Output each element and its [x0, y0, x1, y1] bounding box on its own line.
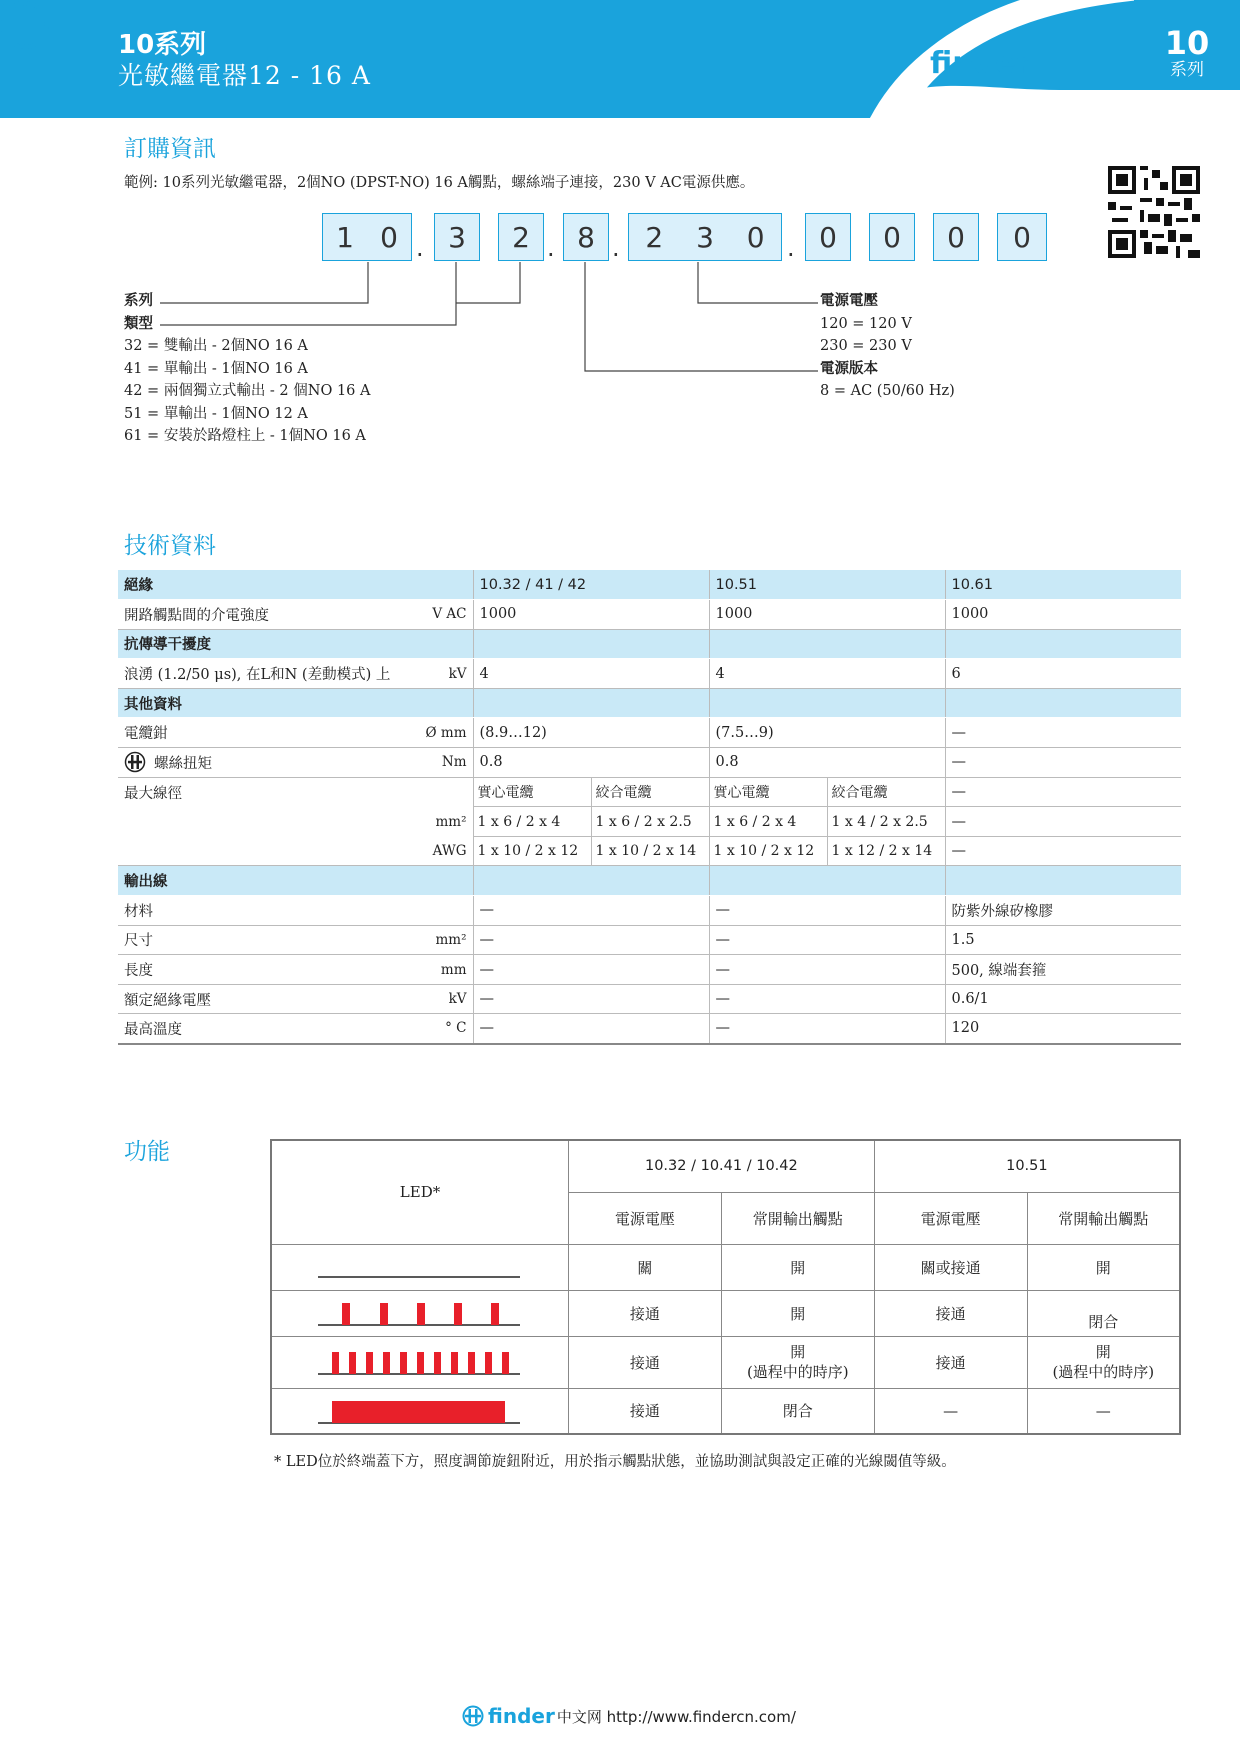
- footer-link[interactable]: 中文网 http://www.findercn.com/: [556, 1707, 796, 1726]
- code-digit: 0: [380, 220, 398, 254]
- table-row: [118, 955, 1181, 985]
- cell: 開: [721, 1244, 874, 1290]
- cell: 6: [945, 659, 1181, 689]
- code-digit: 2: [645, 220, 664, 254]
- code-dot: .: [787, 234, 795, 262]
- cell: 0.8: [473, 748, 709, 778]
- code-digit: 3: [696, 220, 714, 254]
- code-dot: .: [547, 234, 555, 262]
- cell: 防紫外線矽橡膠: [945, 896, 1181, 926]
- led-fast-blink-icon: [272, 1340, 568, 1380]
- cell: 1 x 4 / 2 x 2.5: [827, 807, 945, 837]
- code-digit: 0: [746, 220, 765, 254]
- tech-data-table: [118, 570, 1181, 1045]
- left-legend: [124, 290, 371, 448]
- cell: 0.8: [709, 748, 945, 778]
- cell: —: [874, 1388, 1027, 1434]
- function-table: [270, 1139, 1181, 1435]
- subheader: 絞合電纜: [827, 777, 945, 807]
- row-unit: mm²: [435, 931, 467, 948]
- legend-supply-voltage: 電源電壓: [820, 293, 878, 309]
- order-example: 範例: 10系列光敏繼電器，2個NO (DPST-NO) 16 A觸點，螺絲端子連接，230 V AC電源供應。: [124, 175, 755, 191]
- badge-label: 系列: [1170, 60, 1204, 80]
- function-title: 功能: [124, 1139, 170, 1165]
- table-row: [118, 925, 1181, 955]
- cell: 接通: [874, 1336, 1027, 1388]
- row-unit: mm²: [435, 813, 467, 830]
- group-header: 10.32 / 10.41 / 10.42: [569, 1140, 875, 1192]
- tech-title: 技術資料: [124, 533, 216, 559]
- cell: —: [945, 807, 1181, 837]
- table-row: [118, 600, 1181, 630]
- row-label: 開路觸點間的介電強度: [124, 607, 269, 624]
- code-digit: 3: [448, 220, 466, 254]
- table-row: [118, 748, 1181, 778]
- table-row: [118, 777, 1181, 807]
- code-digit: 0: [947, 220, 965, 254]
- legend-series: 系列: [124, 293, 153, 309]
- cell: 接通: [569, 1290, 722, 1336]
- right-legend: [820, 290, 955, 403]
- cell: —: [709, 984, 945, 1014]
- cell: —: [473, 925, 709, 955]
- row-label: 螺絲扭矩: [154, 755, 212, 772]
- cell: 1000: [709, 600, 945, 630]
- cell: —: [709, 1014, 945, 1044]
- cell: —: [945, 718, 1181, 748]
- row-label: 最高溫度: [124, 1021, 182, 1038]
- led-on-icon: [272, 1389, 568, 1429]
- cell: 1 x 6 / 2 x 4: [709, 807, 827, 837]
- code-digit: 1: [336, 220, 354, 254]
- cell: —: [709, 896, 945, 926]
- cell: —: [473, 955, 709, 985]
- table-row: [118, 896, 1181, 926]
- cell: 1 x 6 / 2 x 2.5: [591, 807, 709, 837]
- code-digit: 0: [1013, 220, 1031, 254]
- cell: —: [709, 955, 945, 985]
- table-row: [118, 570, 1181, 600]
- cell: —: [945, 777, 1181, 807]
- cell: —: [709, 925, 945, 955]
- row-unit: AWG: [432, 842, 467, 859]
- sub-header: 常開輸出觸點: [721, 1192, 874, 1244]
- cell: (8.9…12): [473, 718, 709, 748]
- row-label: 額定絕緣電壓: [124, 992, 211, 1009]
- sub-header: 電源電壓: [874, 1192, 1027, 1244]
- cell: —: [945, 836, 1181, 866]
- table-row: [271, 1290, 1180, 1336]
- table-row: [118, 688, 1181, 718]
- row-label: 尺寸: [124, 933, 153, 950]
- legend-supply-version: 電源版本: [820, 360, 878, 377]
- row-unit: kV: [448, 665, 467, 682]
- footer-brand: finder: [488, 1704, 555, 1728]
- row-unit: mm: [440, 961, 467, 978]
- row-label: 輸出線: [118, 866, 473, 896]
- code-digit: 0: [883, 220, 901, 254]
- cell: 接通: [569, 1336, 722, 1388]
- series-subtitle: 光敏繼電器12 - 16 A: [118, 61, 371, 90]
- row-label: 絕緣: [118, 570, 473, 600]
- row-label: 長度: [124, 963, 153, 980]
- cell: 1000: [473, 600, 709, 630]
- cell: 4: [709, 659, 945, 689]
- legend-version-item: 8 = AC (50/60 Hz): [820, 383, 955, 399]
- cell: (7.5…9): [709, 718, 945, 748]
- row-unit: ° C: [445, 1020, 467, 1037]
- table-row: [118, 659, 1181, 689]
- series-title: 10系列: [118, 30, 207, 60]
- finder-logo-icon: [462, 1705, 484, 1727]
- led-slow-blink-icon: [272, 1291, 568, 1331]
- cell: 關或接通: [874, 1244, 1027, 1290]
- cell: 接通: [874, 1290, 1027, 1336]
- cell: 1 x 6 / 2 x 4: [473, 807, 591, 837]
- led-off-icon: [272, 1245, 568, 1285]
- cell: 閉合: [721, 1388, 874, 1434]
- table-row: [118, 836, 1181, 866]
- col-header: 10.61: [945, 570, 1181, 600]
- cell: 1 x 10 / 2 x 12: [709, 836, 827, 866]
- table-row: [118, 807, 1181, 837]
- table-row: [118, 718, 1181, 748]
- legend-type-item: 61 = 安裝於路燈柱上 - 1個NO 16 A: [124, 428, 366, 444]
- legend-type-item: 42 = 兩個獨立式輸出 - 2 個NO 16 A: [124, 383, 371, 399]
- cell: —: [473, 1014, 709, 1044]
- cell: 開: [721, 1290, 874, 1336]
- table-row: [118, 1014, 1181, 1044]
- code-dot: .: [416, 234, 424, 262]
- sub-header: 常開輸出觸點: [1027, 1192, 1180, 1244]
- legend-type-item: 41 = 單輸出 - 1個NO 16 A: [124, 360, 308, 377]
- legend-type: 類型: [124, 315, 153, 332]
- col-header: 10.51: [709, 570, 945, 600]
- table-row: [271, 1244, 1180, 1290]
- table-row: [118, 984, 1181, 1014]
- row-unit: V AC: [432, 606, 467, 623]
- row-unit: kV: [448, 991, 467, 1008]
- ordering-title: 訂購資訊: [124, 136, 216, 162]
- cell: —: [1027, 1388, 1180, 1434]
- badge-number: 10: [1164, 24, 1210, 62]
- legend-voltage-item: 230 = 230 V: [820, 338, 912, 354]
- legend-type-item: 32 = 雙輸出 - 2個NO 16 A: [124, 338, 308, 354]
- cell: 1000: [945, 600, 1181, 630]
- cell: 1 x 10 / 2 x 12: [473, 836, 591, 866]
- cell: 開: [1027, 1244, 1180, 1290]
- table-row: [271, 1336, 1180, 1388]
- code-dot: .: [612, 234, 620, 262]
- table-row: [271, 1140, 1180, 1192]
- col-header: 10.32 / 41 / 42: [473, 570, 709, 600]
- cell: —: [473, 896, 709, 926]
- row-label: 材料: [124, 903, 153, 920]
- code-digit: 2: [512, 220, 530, 254]
- cell: 500, 線端套箍: [945, 955, 1181, 985]
- row-label: 其他資料: [118, 688, 473, 718]
- row-label: 抗傳導干擾度: [118, 629, 473, 659]
- subheader: 絞合電纜: [591, 777, 709, 807]
- legend-voltage-item: 120 = 120 V: [820, 315, 912, 332]
- brand-name: finder: [930, 46, 1031, 81]
- code-digit: 0: [819, 220, 837, 254]
- row-label: 電纜鉗: [124, 726, 168, 743]
- cell: 關: [569, 1244, 722, 1290]
- row-unit: Nm: [441, 754, 467, 771]
- cell: 閉合: [1027, 1290, 1180, 1336]
- cell: 接通: [569, 1388, 722, 1434]
- row-unit: Ø mm: [425, 724, 467, 741]
- subheader: 實心電纜: [473, 777, 591, 807]
- table-row: [271, 1388, 1180, 1434]
- legend-type-item: 51 = 單輸出 - 1個NO 12 A: [124, 405, 308, 422]
- group-header: 10.51: [874, 1140, 1180, 1192]
- cell: 1.5: [945, 925, 1181, 955]
- cell: 1 x 10 / 2 x 14: [591, 836, 709, 866]
- subheader: 實心電纜: [709, 777, 827, 807]
- sub-header: 電源電壓: [569, 1192, 722, 1244]
- cell: 開 (過程中的時序): [721, 1336, 874, 1388]
- code-digit: 8: [577, 220, 595, 254]
- cell: 開 (過程中的時序): [1027, 1336, 1180, 1388]
- cell: 4: [473, 659, 709, 689]
- cell: 1 x 12 / 2 x 14: [827, 836, 945, 866]
- cell: —: [473, 984, 709, 1014]
- cell: 120: [945, 1014, 1181, 1044]
- cell: —: [945, 748, 1181, 778]
- led-header: LED*: [271, 1140, 569, 1244]
- footer: [462, 1704, 796, 1728]
- row-label: 最大線徑: [124, 785, 182, 802]
- table-row: [118, 866, 1181, 896]
- footnote: * LED位於終端蓋下方，照度調節旋鈕附近，用於指示觸點狀態，並協助測試與設定正確的光線閾值等級。: [274, 1454, 956, 1470]
- table-row: [118, 629, 1181, 659]
- screwdriver-torque-icon: [124, 751, 146, 773]
- cell: 0.6/1: [945, 984, 1181, 1014]
- row-label: 浪湧 (1.2/50 μs), 在L和N (差動模式) 上: [124, 667, 391, 684]
